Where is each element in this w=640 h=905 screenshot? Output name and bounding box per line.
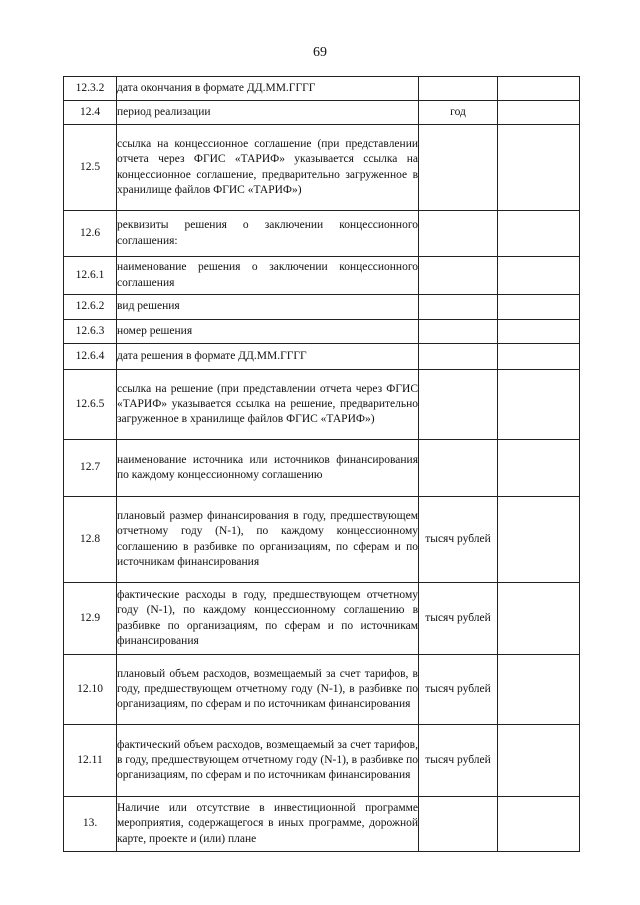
item-description: период реализации [117,101,419,125]
item-description: наименование решения о заключении концессионного соглашения [117,257,419,295]
table-row [64,370,580,440]
page-number: 69 [313,45,327,60]
item-description: Наличие или отсутствие в инвестиционной программе мероприятия, содержащегося в иных программе, дорожной карте, проекте и (или) плане [117,797,419,852]
item-value-cell [498,125,580,211]
item-unit: тысяч рублей [419,583,498,655]
item-number: 12.6 [64,211,117,257]
item-unit [419,257,498,295]
table-row [64,583,580,655]
table-row [64,320,580,344]
item-number: 12.6.2 [64,295,117,320]
item-value-cell [498,320,580,344]
item-number: 12.5 [64,125,117,211]
item-number: 12.6.3 [64,320,117,344]
item-description: плановый объем расходов, возмещаемый за счет тарифов, в году, предшествующем отчетному году (N-1), в разбивке по организациям, по сферам и по источникам финансирования [117,655,419,725]
table-row [64,101,580,125]
item-value-cell [498,370,580,440]
item-description: наименование источника или источников финансирования по каждому концессионному соглашению [117,440,419,497]
item-unit [419,797,498,852]
table-row [64,211,580,257]
item-unit [419,211,498,257]
item-number: 12.9 [64,583,117,655]
table-row [64,295,580,320]
item-number: 12.7 [64,440,117,497]
item-number: 12.8 [64,497,117,583]
item-value-cell [498,440,580,497]
item-description: дата окончания в формате ДД.ММ.ГГГГ [117,77,419,101]
item-value-cell [498,725,580,797]
item-value-cell [498,257,580,295]
item-value-cell [498,583,580,655]
item-value-cell [498,101,580,125]
item-number: 12.3.2 [64,77,117,101]
table-row [64,125,580,211]
table-row [64,797,580,852]
item-description: плановый размер финансирования в году, предшествующем отчетному году (N-1), по каждому концессионному соглашению в разбивке по организациям, по сферам и по источникам финансирования [117,497,419,583]
item-number: 12.4 [64,101,117,125]
table-row [64,440,580,497]
item-value-cell [498,295,580,320]
item-value-cell [498,344,580,370]
item-number: 12.6.5 [64,370,117,440]
item-description: ссылка на решение (при представлении отчета через ФГИС «ТАРИФ» указывается ссылка на решение, предварительно загруженное в хранилище файлов ФГИС «ТАРИФ») [117,370,419,440]
item-description: ссылка на концессионное соглашение (при представлении отчета через ФГИС «ТАРИФ» указывается ссылка на концессионное соглашение, предварительно загруженное в хранилище файлов ФГИС «ТАРИФ») [117,125,419,211]
data-table [63,76,580,852]
item-unit [419,320,498,344]
item-description: реквизиты решения о заключении концессионного соглашения: [117,211,419,257]
item-number: 12.6.4 [64,344,117,370]
table-row [64,77,580,101]
table-row [64,497,580,583]
item-value-cell [498,655,580,725]
item-unit: тысяч рублей [419,497,498,583]
item-unit [419,77,498,101]
item-value-cell [498,797,580,852]
table-row [64,257,580,295]
item-unit [419,344,498,370]
item-description: фактические расходы в году, предшествующем отчетному году (N-1), по каждому концессионному соглашению в разбивке по организациям, по сферам и по источникам финансирования [117,583,419,655]
item-number: 12.11 [64,725,117,797]
item-number: 13. [64,797,117,852]
item-number: 12.6.1 [64,257,117,295]
item-unit: год [419,101,498,125]
item-unit: тысяч рублей [419,655,498,725]
item-unit: тысяч рублей [419,725,498,797]
item-value-cell [498,497,580,583]
table-row [64,725,580,797]
item-unit [419,370,498,440]
table-row [64,655,580,725]
item-unit [419,440,498,497]
table-row [64,344,580,370]
item-description: номер решения [117,320,419,344]
item-description: дата решения в формате ДД.ММ.ГГГГ [117,344,419,370]
item-unit [419,125,498,211]
item-number: 12.10 [64,655,117,725]
item-value-cell [498,211,580,257]
item-description: фактический объем расходов, возмещаемый за счет тарифов, в году, предшествующем отчетному году (N-1), в разбивке по организациям, по сферам и по источникам финансирования [117,725,419,797]
item-value-cell [498,77,580,101]
item-description: вид решения [117,295,419,320]
item-unit [419,295,498,320]
